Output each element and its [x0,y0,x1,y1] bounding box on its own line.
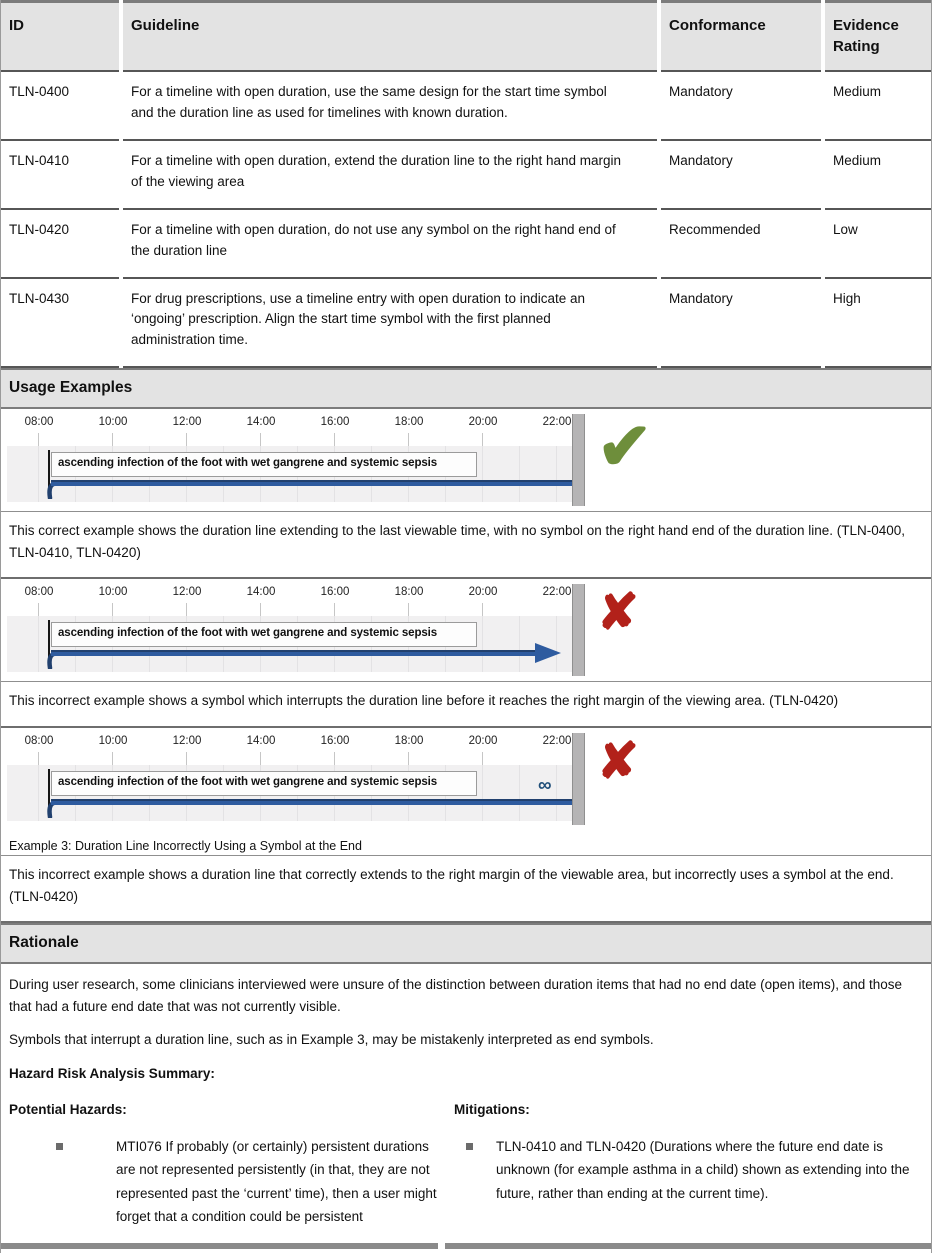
time-tick-label: 08:00 [24,735,54,748]
time-tick-label: 14:00 [246,586,276,599]
guideline-text-cell: For drug prescriptions, use a timeline entry with open duration to indicate an ‘ongoing’ prescription. Align the start time symbol with the first planned administration time. [123,279,657,369]
time-tick-label: 20:00 [468,735,498,748]
time-tick-label: 12:00 [172,416,202,429]
time-tick-label: 16:00 [320,586,350,599]
time-tick-label: 12:00 [172,735,202,748]
check-icon: ✔ [597,409,653,484]
usage-examples-section-header: Usage Examples [1,368,931,409]
rationale-paragraph: During user research, some clinicians interviewed were unsure of the distinction between duration items that had no end date (open items), and those that had a future end date that was not currently visible. [9,977,902,1014]
guideline-text-cell: For a timeline with open duration, use the same design for the start time symbol and the duration line as used for timelines with known duration. [123,72,657,141]
time-tick-label: 10:00 [98,735,128,748]
timeline-panel [7,733,587,827]
viewing-area-end-bar [572,414,585,506]
timeline-panel [7,414,587,508]
mitigations-list [454,1135,921,1205]
time-tick-label: 16:00 [320,416,350,429]
potential-hazards-heading: Potential Hazards: [9,1101,127,1117]
guideline-id-cell: TLN-0420 [1,210,119,279]
time-tick-label: 22:00 [542,735,572,748]
infinity-icon: ∞ [538,775,552,797]
column-header-guideline: Guideline [123,0,657,72]
time-tick-label: 08:00 [24,586,54,599]
conformance-cell: Mandatory [661,141,821,210]
rationale-paragraph: Symbols that interrupt a duration line, such as in Example 3, may be mistakenly interpreted as end symbols. [9,1032,654,1048]
entry-label-text: ascending infection of the foot with wet gangrene and systemic sepsis [58,457,438,470]
rationale-paragraphs [9,974,921,1051]
column-header-conformance: Conformance [661,0,821,72]
table-row [1,279,931,369]
axis-ticks [7,752,573,765]
time-axis [22,735,574,747]
cross-icon: ✘ [597,584,639,641]
guideline-text-cell: For a timeline with open duration, extend the duration line to the right hand margin of the viewing area [123,141,657,210]
mitigation-item: TLN-0410 and TLN-0420 (Durations where the future end date is unknown (for example asthma in a child) shown as extending into the future, rather than ending at the current time). [454,1135,921,1205]
conformance-cell: Mandatory [661,72,821,141]
timeline-example-2 [1,579,931,681]
time-tick-label: 20:00 [468,416,498,429]
evidence-rating-cell: Medium [825,141,931,210]
example-2-description: This incorrect example shows a symbol which interrupts the duration line before it reaches the right margin of the viewing area. (TLN-0420) [1,681,931,728]
time-tick-label: 18:00 [394,735,424,748]
entry-label-text: ascending infection of the foot with wet gangrene and systemic sepsis [58,776,438,789]
time-tick-label: 12:00 [172,586,202,599]
bottom-border-right-segment [445,1243,931,1249]
guideline-table-body [1,72,931,368]
time-tick-label: 16:00 [320,735,350,748]
axis-ticks [7,603,573,616]
hazard-mitigation-columns [9,1099,921,1228]
guideline-id-cell: TLN-0400 [1,72,119,141]
time-tick-label: 18:00 [394,586,424,599]
time-axis [22,416,574,428]
timeline-example-3 [1,728,931,830]
timeline-panel [7,584,587,678]
mitigations-column [454,1099,921,1228]
time-tick-label: 10:00 [98,416,128,429]
time-axis [22,586,574,598]
hazard-item: MTI076 If probably (or certainly) persistent durations are not represented persistently (in that, they are not represented past the ‘current’ time), then a user might forget that a condition could be persistent [9,1135,446,1228]
axis-ticks [7,433,573,446]
evidence-rating-cell: Medium [825,72,931,141]
table-header-row [1,0,931,72]
guideline-text-cell: For a timeline with open duration, do not use any symbol on the right hand end of the duration line [123,210,657,279]
time-tick-label: 14:00 [246,416,276,429]
time-tick-label: 22:00 [542,416,572,429]
time-tick-label: 22:00 [542,586,572,599]
timeline-entry-label [51,622,477,647]
cross-icon: ✘ [597,733,639,790]
example-1-description: This correct example shows the duration line extending to the last viewable time, with no symbol on the right hand end of the duration line. (TLN-0400, TLN-0410, TLN-0420) [1,511,931,579]
time-tick-label: 18:00 [394,416,424,429]
potential-hazards-column [9,1099,446,1228]
hazard-risk-summary-heading: Hazard Risk Analysis Summary: [9,1066,215,1082]
conformance-cell: Mandatory [661,279,821,369]
table-row [1,210,931,279]
guideline-id-cell: TLN-0430 [1,279,119,369]
duration-line [51,650,537,656]
table-row [1,72,931,141]
entry-label-text: ascending infection of the foot with wet gangrene and systemic sepsis [58,627,438,640]
duration-line [51,799,572,805]
page-footpad [1,1249,931,1253]
example-3-caption: Example 3: Duration Line Incorrectly Using a Symbol at the End [9,839,362,854]
conformance-cell: Recommended [661,210,821,279]
table-row [1,141,931,210]
guideline-id-cell: TLN-0410 [1,141,119,210]
timeline-entry-label [51,452,477,477]
duration-line [51,480,572,486]
column-header-id: ID [1,0,119,72]
time-tick-label: 20:00 [468,586,498,599]
arrow-end-symbol-icon [535,643,561,663]
time-tick-label: 08:00 [24,416,54,429]
mitigations-heading: Mitigations: [454,1101,530,1117]
rationale-body [1,964,931,1228]
column-header-evidence-rating: Evidence Rating [825,0,931,72]
example-3-description: This incorrect example shows a duration line that correctly extends to the right margin of the viewable area, but incorrectly uses a symbol at the end. (TLN-0420) [1,855,931,923]
viewing-area-end-bar [572,733,585,825]
potential-hazards-list [9,1135,446,1228]
timeline-example-1 [1,409,931,511]
evidence-rating-cell: High [825,279,931,369]
rationale-section-header: Rationale [1,923,931,964]
time-tick-label: 14:00 [246,735,276,748]
timeline-entry-label [51,771,477,796]
bottom-border-left-segment [1,1243,438,1249]
evidence-rating-cell: Low [825,210,931,279]
time-tick-label: 10:00 [98,586,128,599]
table-bottom-border [1,1243,931,1249]
viewing-area-end-bar [572,584,585,676]
